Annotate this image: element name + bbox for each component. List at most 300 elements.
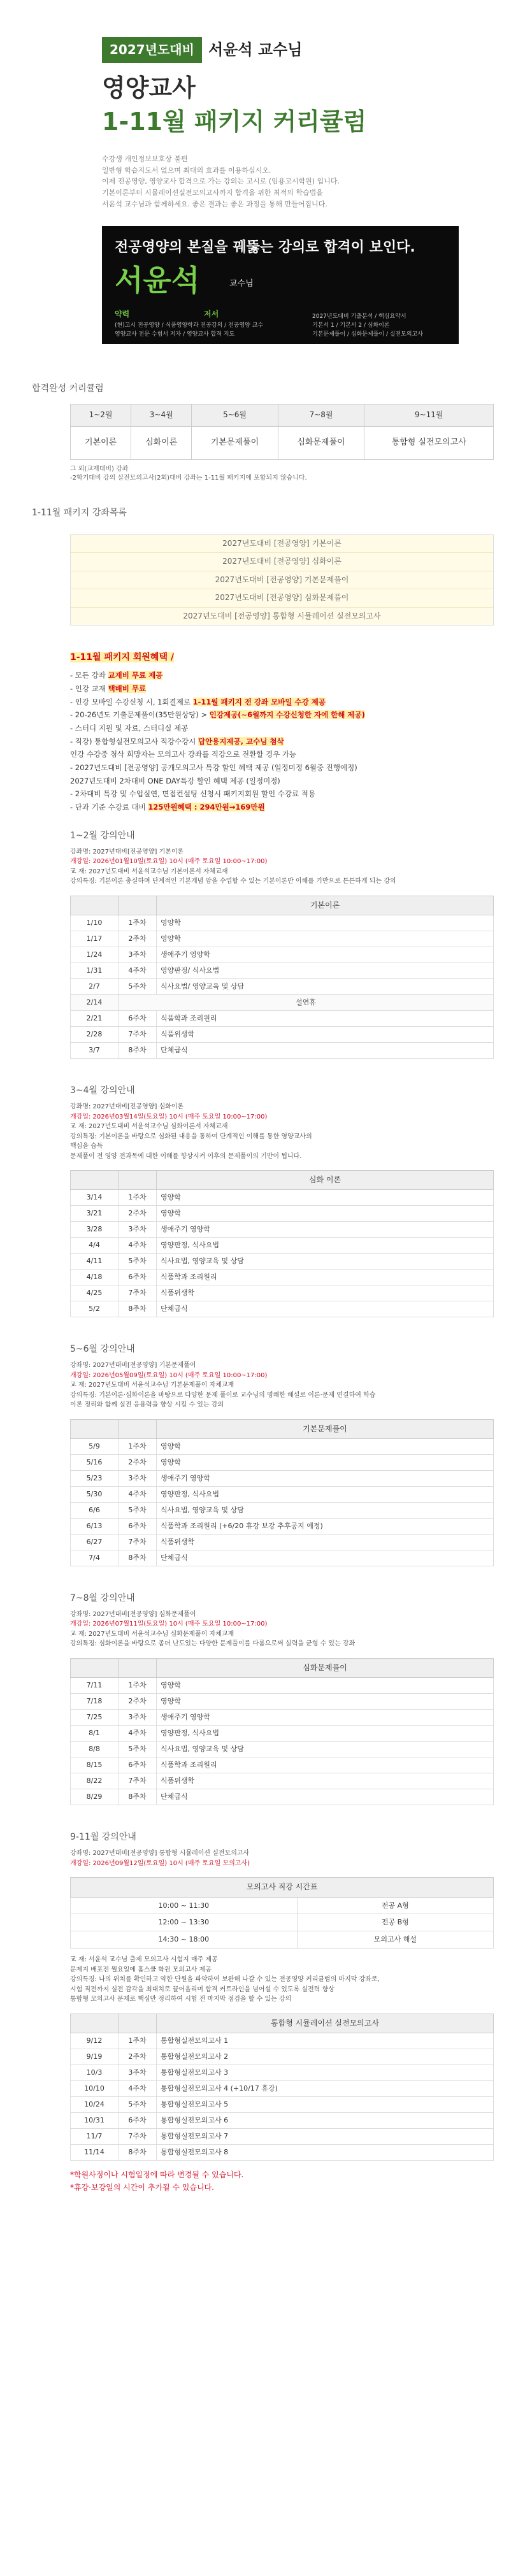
banner-career-line: (현)고시 전공영양 / 식품영양학과 전공강의 / 전공영양 교수 — [115, 322, 264, 329]
table-row — [71, 1222, 494, 1238]
banner-role: 교수님 — [229, 279, 254, 289]
curriculum-notes — [70, 465, 532, 483]
content-cell: 영양판정, 식사요법 — [157, 1238, 494, 1254]
section-may-jun — [70, 1343, 494, 1566]
content-cell: 단체급식 — [157, 1301, 494, 1317]
benefit-highlight: 택배비 무료 — [108, 683, 147, 693]
hero-note-line: 일반형 학습지도서 없으며 최대의 효과를 이용하십시오. — [102, 166, 271, 175]
content-cell: 통합형실전모의고사 7 — [157, 2128, 494, 2144]
table-row — [71, 2081, 494, 2097]
week-cell: 4주차 — [119, 2081, 157, 2097]
section-title: 7~8월 강의안내 — [70, 1592, 135, 1603]
table-row — [71, 1486, 494, 1502]
content-cell: 영양학 — [157, 1678, 494, 1694]
content-cell: 영양판정, 식사요법 — [157, 1726, 494, 1742]
benefit-text: - 단과 기준 수강료 대비 — [70, 802, 148, 812]
info-line: 강좌명: 2027년대비[전공영양] 기본문제풀이 — [70, 1362, 196, 1370]
week-cell: 1주차 — [119, 915, 157, 931]
section-info — [70, 1610, 494, 1649]
hero-notes — [102, 154, 532, 210]
section-title: 9-11월 강의안내 — [70, 1831, 136, 1842]
benefit-item — [70, 775, 494, 788]
info-line: 통합형 모의고사 문제로 핵심만 정리하여 시험 전 마지막 점검을 할 수 있는 강의 — [70, 1996, 292, 2003]
week-cell: 7주차 — [119, 2128, 157, 2144]
date-cell: 10/3 — [71, 2065, 119, 2081]
content-cell: 통합형실전모의고사 8 — [157, 2144, 494, 2160]
week-cell: 4주차 — [119, 1726, 157, 1742]
benefit-highlight: 답안용지제공, 교수님 첨삭 — [198, 736, 284, 746]
week-cell: 3주차 — [119, 2065, 157, 2081]
table-row — [71, 1789, 494, 1805]
date-cell: 3/28 — [71, 1222, 119, 1238]
banner-book-line: 2027년도대비 기출분석 / 핵심요약서 — [312, 313, 406, 320]
content-cell: 생애주기 영양학 — [157, 1710, 494, 1726]
exam-time-table — [70, 1877, 494, 1949]
benefit-highlight: 1-11월 패키지 전 강좌 모바일 수강 제공 — [192, 697, 326, 706]
content-cell: 영양학 — [157, 1694, 494, 1710]
benefit-item — [70, 787, 494, 801]
author-name: 서윤석 교수님 — [208, 41, 303, 59]
table-row — [71, 2049, 494, 2065]
benefit-text: 2027년도대비 2차대비 ONE DAY특강 할인 혜택 제공 (일정미정) — [70, 776, 280, 785]
week-cell: 8주차 — [119, 1789, 157, 1805]
table-header: 통합형 시뮬레이션 실전모의고사 — [157, 2014, 494, 2033]
week-cell: 2주차 — [119, 931, 157, 947]
table-header-blank — [71, 896, 119, 915]
content-cell: 식품학과 조리원리 — [157, 1010, 494, 1026]
table-header: 기본문제풀이 — [157, 1419, 494, 1438]
table-row — [71, 2096, 494, 2112]
info-line: 문제풀이 전 영양 전과목에 대한 이해를 향상시켜 이후의 문제풀이의 기반이 됩니다. — [70, 1152, 302, 1160]
date-cell: 9/19 — [71, 2049, 119, 2065]
week-cell: 2주차 — [119, 2049, 157, 2065]
benefit-item — [70, 761, 494, 775]
table-row — [71, 963, 494, 979]
content-cell: 생애주기 영양학 — [157, 1471, 494, 1487]
info-line: 교 재: 서윤석 교수님 출제 모의고사 시험지 매주 제공 — [70, 1956, 218, 1964]
exam-type-cell: 전공 A형 — [297, 1897, 493, 1914]
banner-name: 서윤석 — [115, 263, 200, 298]
table-row — [71, 2144, 494, 2160]
table-header-row — [71, 896, 494, 915]
content-cell: 영양학 — [157, 1439, 494, 1455]
week-cell: 2주차 — [119, 1206, 157, 1222]
date-cell: 5/9 — [71, 1439, 119, 1455]
hero-note-line: 서윤석 교수님과 함께하세요. 좋은 결과는 좋은 과정을 통해 만들어집니다. — [102, 199, 327, 208]
time-row — [71, 1914, 494, 1931]
info-line: 개강일: 2026년09월12일(토요일) 10시 (매주 토요일 모의고사) — [70, 1859, 250, 1867]
banner-book-label: 저서 — [204, 310, 219, 319]
package-item: 2027년도대비 [전공영양] 기본이론 — [71, 535, 493, 553]
week-cell: 4주차 — [119, 1238, 157, 1254]
section-jan-feb — [70, 829, 494, 1059]
year-badge: 2027년도대비 — [102, 37, 202, 63]
date-cell: 4/4 — [71, 1238, 119, 1254]
info-line: 강좌명: 2027년대비[전공영양] 기본이론 — [70, 848, 184, 855]
section-info — [70, 847, 494, 887]
table-row — [71, 979, 494, 995]
benefit-text: - 직강) 통합형실전모의고사 직강수강시 — [70, 736, 199, 746]
table-row — [71, 2128, 494, 2144]
table-header-blank — [119, 1419, 157, 1438]
week-cell: 5주차 — [119, 1742, 157, 1757]
date-cell: 2/14 — [71, 995, 119, 1011]
date-cell: 8/15 — [71, 1757, 119, 1773]
curriculum-cell: 통합형 실전모의고사 — [364, 426, 494, 459]
hero-note-line: 기본이론부터 시뮬레이션실전모의고사까지 합격을 위한 최적의 학습법을 — [102, 188, 323, 197]
table-row — [71, 1773, 494, 1789]
info-line: 문제지 배포전 월요일에 홈스쿨 학원 모의고사 제공 — [70, 1966, 212, 1973]
table-header-row — [71, 1658, 494, 1677]
info-line: 개강일: 2026년05월09일(토요일) 10시 (매주 토요일 10:00~17:00) — [70, 1371, 268, 1379]
date-cell: 3/21 — [71, 1206, 119, 1222]
date-cell: 10/24 — [71, 2096, 119, 2112]
week-cell: 3주차 — [119, 1222, 157, 1238]
holiday-cell: 설연휴 — [119, 995, 494, 1011]
date-cell: 6/13 — [71, 1518, 119, 1534]
table-row — [71, 1694, 494, 1710]
date-cell: 7/18 — [71, 1694, 119, 1710]
week-cell: 6주차 — [119, 1518, 157, 1534]
week-cell: 7주차 — [119, 1534, 157, 1550]
time-row — [71, 1931, 494, 1949]
week-cell: 5주차 — [119, 1254, 157, 1270]
section-mar-apr — [70, 1084, 494, 1317]
schedule-table — [70, 1170, 494, 1317]
time-header-row — [71, 1878, 494, 1897]
hero-subtitle: 1-11월 패키지 커리큘럼 — [102, 108, 367, 136]
date-cell: 3/14 — [71, 1190, 119, 1206]
curriculum-header: 1~2월 — [71, 404, 131, 426]
week-cell: 6주차 — [119, 1270, 157, 1285]
content-cell: 생애주기 영양학 — [157, 947, 494, 963]
benefit-text: 인강 수강중 첨삭 희망자는 모의고사 강좌를 직강으로 전환할 경우 가능 — [70, 750, 297, 759]
benefit-text: - 2차대비 특강 및 수업실연, 면접컨설팅 신청시 패키지회원 할인 수강료 적용 — [70, 789, 315, 799]
time-cell: 14:30 ~ 18:00 — [71, 1931, 298, 1949]
table-header-row — [71, 2014, 494, 2033]
table-row — [71, 1502, 494, 1518]
table-header-blank — [119, 896, 157, 915]
table-row — [71, 1285, 494, 1301]
hero-note-line: 수강생 개인정보보호상 불편 — [102, 155, 188, 164]
package-title: 1-11월 패키지 강좌목록 — [32, 507, 127, 518]
info-line: 강의특징: 기본이론을 바탕으로 심화된 내용을 통하여 단계적인 이해를 통한 영양교사의 — [70, 1133, 312, 1140]
benefit-text: - 2027년도대비 [전공영양] 공개모의고사 특강 할인 혜택 제공 (일정미정 6월중 진행예정) — [70, 762, 357, 772]
curriculum-header: 3~4월 — [131, 404, 192, 426]
week-cell: 5주차 — [119, 979, 157, 995]
benefit-item — [70, 696, 494, 709]
content-cell: 통합형실전모의고사 5 — [157, 2096, 494, 2112]
content-cell: 단체급식 — [157, 1042, 494, 1058]
date-cell: 5/16 — [71, 1455, 119, 1471]
table-header-row — [71, 1171, 494, 1190]
week-cell: 6주차 — [119, 1010, 157, 1026]
content-cell: 영양학 — [157, 931, 494, 947]
content-cell: 영양판정/ 식사요법 — [157, 963, 494, 979]
time-header: 모의고사 직강 시간표 — [71, 1878, 494, 1897]
date-cell: 7/4 — [71, 1550, 119, 1566]
info-line: 강의특징: 기본이론·심화이론을 바탕으로 다양한 문제 풀이로 교수님의 명쾌한 해설로 이론·문제 연결하여 학습 — [70, 1391, 376, 1399]
week-cell: 1주차 — [119, 1678, 157, 1694]
date-cell: 2/21 — [71, 1010, 119, 1026]
benefit-item — [70, 669, 494, 682]
info-line: 교 재: 2027년도대비 서윤석교수님 기본문제풀이 자체교재 — [70, 1382, 234, 1389]
schedule-table — [70, 1419, 494, 1566]
date-cell: 7/11 — [71, 1678, 119, 1694]
table-row — [71, 2033, 494, 2049]
content-cell: 통합형실전모의고사 4 (+10/17 휴강) — [157, 2081, 494, 2097]
table-row — [71, 1190, 494, 1206]
date-cell: 8/8 — [71, 1742, 119, 1757]
benefit-item — [70, 708, 494, 722]
benefits-title: 1-11월 패키지 회원혜택 / — [70, 652, 174, 662]
benefit-highlight: 교재비 무료 제공 — [108, 671, 163, 680]
table-row — [71, 1710, 494, 1726]
table-row — [71, 1471, 494, 1487]
exam-type-cell: 모의고사 해설 — [297, 1931, 493, 1949]
week-cell: 3주차 — [119, 947, 157, 963]
table-header: 심화 이론 — [157, 1171, 494, 1190]
section-title: 1~2월 강의안내 — [70, 830, 135, 841]
date-cell: 8/22 — [71, 1773, 119, 1789]
table-row — [71, 1534, 494, 1550]
table-row — [71, 915, 494, 931]
package-item: 2027년도대비 [전공영양] 심화이론 — [71, 553, 493, 571]
table-header-blank — [119, 2014, 157, 2033]
table-header-row — [71, 1419, 494, 1438]
table-row — [71, 1439, 494, 1455]
date-cell: 9/12 — [71, 2033, 119, 2049]
section-title: 3~4월 강의안내 — [70, 1085, 135, 1096]
table-row — [71, 1238, 494, 1254]
date-cell: 1/31 — [71, 963, 119, 979]
package-item: 2027년도대비 [전공영양] 기본문제풀이 — [71, 571, 493, 589]
benefit-text: - 스터디 지원 및 자료, 스터디실 제공 — [70, 723, 189, 733]
content-cell: 식품위생학 — [157, 1773, 494, 1789]
benefit-text: - 인강 모바일 수강신청 시, 1회결제로 — [70, 697, 193, 706]
benefit-item — [70, 735, 494, 748]
info-line: 시험 직전까지 실전 감각을 최대치로 끌어올리며 합격 커트라인을 넘어설 수 있도록 실전력 향상 — [70, 1986, 334, 1993]
week-cell: 4주차 — [119, 1486, 157, 1502]
section-jul-aug — [70, 1592, 494, 1805]
table-row — [71, 1455, 494, 1471]
info-line: 핵심을 습득 — [70, 1143, 103, 1150]
table-row — [71, 2065, 494, 2081]
table-row — [71, 1757, 494, 1773]
info-line: 개강일: 2026년07월11일(토요일) 10시 (매주 토요일 10:00~17:00) — [70, 1621, 268, 1628]
content-cell: 단체급식 — [157, 1789, 494, 1805]
date-cell: 1/17 — [71, 931, 119, 947]
benefit-text: - 인강 교재 — [70, 683, 108, 693]
date-cell: 7/25 — [71, 1710, 119, 1726]
table-row — [71, 931, 494, 947]
content-cell: 식사요법/ 영양교육 및 상담 — [157, 979, 494, 995]
week-cell: 3주차 — [119, 1471, 157, 1487]
table-row — [71, 947, 494, 963]
schedule-table — [70, 2014, 494, 2161]
banner-career-line: 영양교사 전문 수험서 저자 / 영양교사 합격 지도 — [115, 331, 235, 338]
table-row — [71, 1010, 494, 1026]
info-line: 교 재: 2027년도대비 서윤석교수님 심화이론서 자체교재 — [70, 1123, 228, 1131]
week-cell: 3주차 — [119, 1710, 157, 1726]
banner-slogan: 전공영양의 본질을 꿰뚫는 강의로 합격이 보인다. — [115, 240, 415, 256]
date-cell: 8/1 — [71, 1726, 119, 1742]
date-cell: 5/2 — [71, 1301, 119, 1317]
date-cell: 1/24 — [71, 947, 119, 963]
date-cell: 4/18 — [71, 1270, 119, 1285]
curriculum-table — [70, 404, 494, 459]
date-cell: 11/14 — [71, 2144, 119, 2160]
week-cell: 8주차 — [119, 1301, 157, 1317]
table-row — [71, 1206, 494, 1222]
content-cell: 단체급식 — [157, 1550, 494, 1566]
info-line: 개강일: 2026년03월14일(토요일) 10시 (매주 토요일 10:00~17:00) — [70, 1113, 268, 1120]
table-row — [71, 1742, 494, 1757]
banner-book-line: 기본문제풀이 / 심화문제풀이 / 실전모의고사 — [312, 331, 424, 338]
date-cell: 4/11 — [71, 1254, 119, 1270]
content-cell: 식품위생학 — [157, 1534, 494, 1550]
curriculum-header: 5~6월 — [192, 404, 278, 426]
banner-career-label: 약력 — [115, 310, 130, 319]
content-cell: 영양학 — [157, 1455, 494, 1471]
curriculum-cell: 심화이론 — [131, 426, 192, 459]
schedule-table — [70, 1658, 494, 1805]
hero-note-line: 이제 전공영양, 영양교사 합격으로 가는 강의는 고시로 (임용고시학원) 입니다. — [102, 177, 340, 186]
curriculum-note: -2학기대비 강의 실전모의고사(2회)대비 강좌는 1-11월 패키지에 포함되지 않습니다. — [70, 475, 307, 482]
date-cell: 6/6 — [71, 1502, 119, 1518]
table-row — [71, 2112, 494, 2128]
info-line: 개강일: 2026년01월10일(토요일) 10시 (매주 토요일 10:00~17:00) — [70, 858, 268, 866]
section-title: 5~6월 강의안내 — [70, 1343, 135, 1354]
content-cell: 통합형실전모의고사 1 — [157, 2033, 494, 2049]
info-line: 강좌명: 2027년대비[전공영양] 통합형 시뮬레이션 실전모의고사 — [70, 1850, 250, 1857]
benefit-item — [70, 801, 494, 814]
date-cell: 8/29 — [71, 1789, 119, 1805]
hero-title: 영양교사 — [102, 74, 196, 102]
curriculum-note: 그 외(교재대비) 강좌 — [70, 465, 129, 473]
table-row — [71, 1026, 494, 1042]
table-row — [71, 1270, 494, 1285]
content-cell: 통합형실전모의고사 3 — [157, 2065, 494, 2081]
benefits-list — [70, 669, 494, 813]
content-cell: 영양판정, 식사요법 — [157, 1486, 494, 1502]
week-cell: 5주차 — [119, 1502, 157, 1518]
week-cell: 4주차 — [119, 963, 157, 979]
table-row — [71, 1726, 494, 1742]
section-info — [70, 1361, 494, 1410]
table-header: 심화문제풀이 — [157, 1658, 494, 1677]
package-item: 2027년도대비 [전공영양] 통합형 시뮬레이션 실전모의고사 — [71, 608, 493, 625]
date-cell: 5/30 — [71, 1486, 119, 1502]
benefit-highlight: 125만원혜택 : 294만원→169만원 — [148, 802, 265, 812]
benefit-text: - 모든 강좌 — [70, 671, 108, 680]
content-cell: 영양학 — [157, 1206, 494, 1222]
week-cell: 8주차 — [119, 2144, 157, 2160]
time-cell: 12:00 ~ 13:30 — [71, 1914, 298, 1931]
table-header-blank — [119, 1171, 157, 1190]
week-cell: 7주차 — [119, 1773, 157, 1789]
section-info — [70, 1955, 494, 2005]
content-cell: 식품학과 조리원리 — [157, 1270, 494, 1285]
date-cell: 5/23 — [71, 1471, 119, 1487]
week-cell: 2주차 — [119, 1694, 157, 1710]
content-cell: 식품학과 조리원리 — [157, 1757, 494, 1773]
section-info — [70, 1102, 494, 1161]
week-cell: 1주차 — [119, 1190, 157, 1206]
curriculum-title: 합격완성 커리큘럼 — [32, 383, 104, 394]
week-cell: 7주차 — [119, 1285, 157, 1301]
week-cell: 2주차 — [119, 1455, 157, 1471]
table-header-blank — [71, 1419, 119, 1438]
table-row — [71, 1301, 494, 1317]
content-cell: 식품학과 조리원리 (+6/20 휴강 보강 추후공지 예정) — [157, 1518, 494, 1534]
footer-note: *학원사정이나 시험일정에 따라 변경될 수 있습니다. — [70, 2170, 244, 2179]
benefit-text: - 20-26년도 기출문제풀이(35만원상당) > — [70, 710, 210, 720]
info-line: 강좌명: 2027년대비[전공영양] 심화문제풀이 — [70, 1610, 196, 1618]
package-list — [70, 534, 494, 626]
section-sep-nov — [70, 1831, 494, 2161]
exam-type-cell: 전공 B형 — [297, 1914, 493, 1931]
time-cell: 10:00 ~ 11:30 — [71, 1897, 298, 1914]
table-header-blank — [119, 1658, 157, 1677]
content-cell: 식품위생학 — [157, 1285, 494, 1301]
curriculum-header: 7~8월 — [278, 404, 364, 426]
content-cell: 영양학 — [157, 1190, 494, 1206]
benefit-item — [70, 722, 494, 735]
content-cell: 식품위생학 — [157, 1026, 494, 1042]
benefits-section — [70, 651, 494, 814]
content-cell: 생애주기 영양학 — [157, 1222, 494, 1238]
curriculum-cell: 기본문제풀이 — [192, 426, 278, 459]
banner-book-line: 기본서 1 / 기본서 2 / 심화이론 — [312, 322, 390, 329]
info-line: 강의특징: 심화이론을 바탕으로 좀더 난도있는 다양한 문제풀이를 다룸으로써 실력을 균형 수 있는 강좌 — [70, 1640, 356, 1648]
content-cell: 통합형실전모의고사 6 — [157, 2112, 494, 2128]
week-cell: 6주차 — [119, 2112, 157, 2128]
footer-notes — [70, 2168, 532, 2194]
curriculum-cell: 기본이론 — [71, 426, 131, 459]
info-line: 교 재: 2027년도대비 서윤석교수님 심화문제풀이 자체교재 — [70, 1630, 234, 1638]
section-info — [70, 1849, 494, 1868]
table-row — [71, 1042, 494, 1058]
date-cell: 6/27 — [71, 1534, 119, 1550]
benefit-item — [70, 682, 494, 696]
week-cell: 6주차 — [119, 1757, 157, 1773]
curriculum-cell: 심화문제풀이 — [278, 426, 364, 459]
footer-note: *휴강·보강일의 시간이 추가될 수 있습니다. — [70, 2183, 214, 2193]
content-cell: 식사요법, 영양교육 및 상담 — [157, 1254, 494, 1270]
content-cell: 식사요법, 영양교육 및 상담 — [157, 1502, 494, 1518]
hero — [0, 0, 532, 210]
week-cell: 7주차 — [119, 1026, 157, 1042]
content-cell: 통합형실전모의고사 2 — [157, 2049, 494, 2065]
benefit-highlight: 인강제공(~6월까지 수강신청한 자에 한해 제공) — [209, 710, 365, 720]
date-cell: 2/28 — [71, 1026, 119, 1042]
week-cell: 8주차 — [119, 1550, 157, 1566]
curriculum-header: 9~11월 — [364, 404, 494, 426]
table-header-blank — [71, 1658, 119, 1677]
table-row — [71, 995, 494, 1011]
week-cell: 1주차 — [119, 2033, 157, 2049]
professor-banner — [102, 226, 459, 344]
date-cell: 3/7 — [71, 1042, 119, 1058]
content-cell: 식사요법, 영양교육 및 상담 — [157, 1742, 494, 1757]
date-cell: 4/25 — [71, 1285, 119, 1301]
time-row — [71, 1897, 494, 1914]
package-item: 2027년도대비 [전공영양] 심화문제풀이 — [71, 589, 493, 607]
date-cell: 11/7 — [71, 2128, 119, 2144]
info-line: 교 재: 2027년도대비 서윤석교수님 기본이론서 자체교재 — [70, 868, 228, 875]
date-cell: 10/10 — [71, 2081, 119, 2097]
